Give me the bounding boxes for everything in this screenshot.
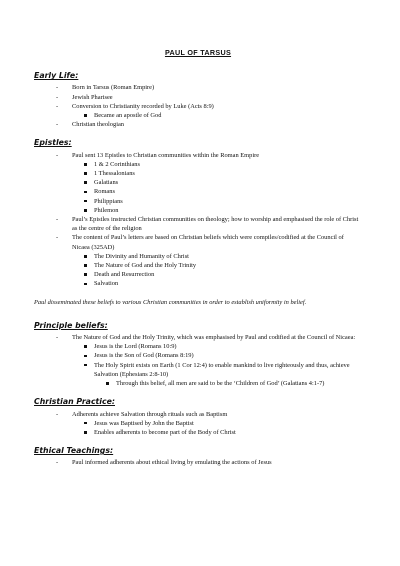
list-item-text: Paul sent 13 Epistles to Christian communities within the Roman Empire [72, 151, 260, 159]
list-item [34, 410, 362, 438]
sub-list [72, 419, 362, 437]
list-item-text: The content of Paul’s letters are based on Christian beliefs which were compiles/codified at the Council of Nicaea (325AD) [72, 234, 344, 251]
epistles-list [34, 151, 362, 289]
list-item [34, 333, 362, 388]
sub-list-item: Jesus is the Lord (Romans 10:9) [72, 342, 362, 351]
list-item: - Christian theologian [34, 120, 362, 129]
list-item: - Born in Tarsus (Roman Empire) [34, 83, 362, 92]
list-item [34, 102, 362, 120]
sub-list-item: Death and Resurrection [72, 270, 362, 279]
section-heading-early-life: Early Life: [34, 71, 79, 81]
section-early-life [34, 71, 362, 129]
sub-list-item: 1 & 2 Corinthians [72, 160, 362, 169]
list-item-text: Conversion to Christianity recorded by Luke (Acts 8:9) [72, 102, 214, 110]
sub-list [72, 160, 362, 215]
sub-list-item: Philippians [72, 197, 362, 206]
sub-list [72, 342, 362, 388]
section-christian-practice [34, 397, 362, 437]
sub-list [72, 111, 362, 120]
ethical-teachings-list [34, 458, 362, 467]
sub-list-item: Romans [72, 187, 362, 196]
list-item: - Jewish Pharisee [34, 93, 362, 102]
sub-list-item: The Nature of God and the Holy Trinity [72, 261, 362, 270]
christian-practice-list [34, 410, 362, 438]
list-item: - Paul’s Epistles instructed Christian communities on theology; how to worship and emphasised the role of Christ as the centre of the religion [34, 215, 362, 233]
section-principle-beliefs [34, 321, 362, 388]
sub-list-item: Salvation [72, 279, 362, 288]
section-heading-ethical-teachings: Ethical Teachings: [34, 446, 114, 456]
sub-list-item-text: The Holy Spirit exists on Earth (1 Cor 12:4) to enable mankind to live righteously and thus, achieve Salvation (Ephesians 2:8-10) [94, 361, 350, 378]
section-heading-christian-practice: Christian Practice: [34, 397, 115, 407]
section-heading-principle-beliefs: Principle beliefs: [34, 320, 108, 330]
sub-list-item: Became an apostle of God [72, 111, 362, 120]
list-item: - Paul informed adherents about ethical living by emulating the actions of Jesus [34, 458, 362, 467]
section-epistles [34, 138, 362, 288]
sub-sub-list [94, 379, 362, 388]
sub-list-item: The Divinity and Humanity of Christ [72, 252, 362, 261]
sub-list-item: 1 Thessalonians [72, 169, 362, 178]
sub-list-item: Jesus is the Son of God (Romans 8:19) [72, 351, 362, 360]
sub-list-item [72, 361, 362, 389]
page-title: PAUL OF TARSUS [164, 48, 232, 57]
sub-list-item: Galatians [72, 178, 362, 187]
list-item-text: Adherents achieve Salvation through rituals such as Baptism [72, 410, 228, 418]
principle-beliefs-list [34, 333, 362, 388]
list-item-text: The Nature of God and the Holy Trinity, which was emphasised by Paul and codified at the Council of Nicaea: [72, 334, 356, 342]
section-ethical-teachings [34, 446, 362, 467]
sub-sub-list-item: Through this belief, all men are said to be the ‘Children of God’ (Galatians 4:1-7) [94, 379, 362, 388]
sub-list [72, 252, 362, 289]
sub-list-item: Enables adherents to become part of the Body of Christ [72, 428, 362, 437]
sub-list-item: Philemon [72, 206, 362, 215]
list-item [34, 233, 362, 288]
italic-note: Paul disseminated these beliefs to various Christian communities in order to establish uniformity in belief. [34, 298, 307, 306]
section-heading-epistles: Epistles: [34, 138, 72, 148]
list-item [34, 151, 362, 215]
early-life-list [34, 83, 362, 129]
sub-list-item: Jesus was Baptised by John the Baptist [72, 419, 362, 428]
